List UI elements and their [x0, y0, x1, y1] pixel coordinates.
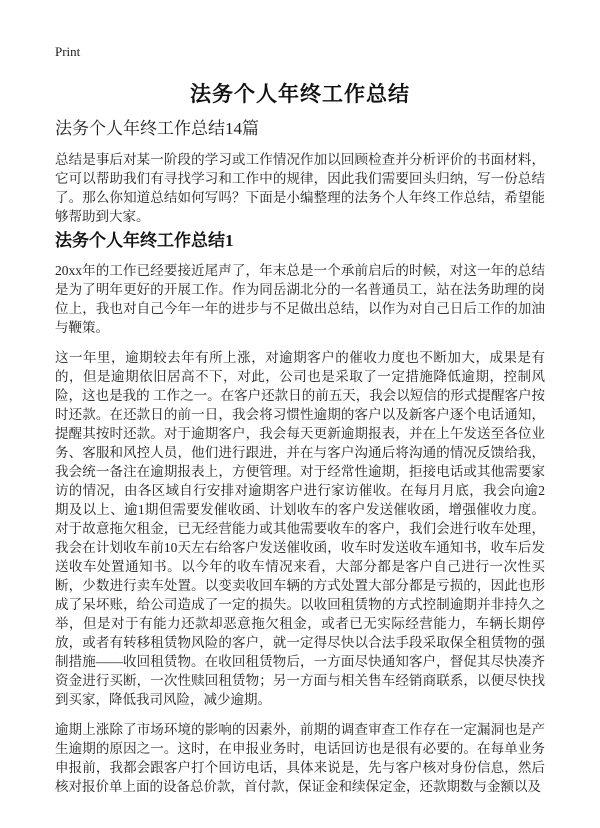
section-1-heading: 法务个人年终工作总结1: [55, 231, 234, 250]
document-subtitle: 法务个人年终工作总结14篇: [55, 119, 259, 138]
section-1-paragraph-2: 这一年里，逾期较去年有所上涨，对逾期客户的催收力度也不断加大，成果是有的，但是逾期依旧居高不下，对此，公司也是采取了一定措施降低逾期，控制风险，这也是我的 工作之一。在客户还款日的前五天，我会以短信的形式提醒客户按时还款。在还款日的前一日，我会将习惯性逾期的客户以及新客户逐个电话通知，提醒其按时还款。对于逾期客户，我会每天更新逾期报表，并在上午发送至各位业务、客服和风控人员，他们进行跟进，并在与客户沟通后将沟通的情况反馈给我，我会统一备注在逾期报表上，方便管理。对于经常性逾期，拒接电话或其他需要家访的情况，由各区域自行安排对逾期客户进行家访催收。在每月月底，我会向逾2期及以上、逾1期但需要发催收函、计划收车的客户发送催收函，增强催收力度。对于故意拖欠租金，已无经营能力或其他需要收车的客户，我们会进行收车处理，我会在计划收车前10天左右给客户发送催收函，收车时发送收车通知书，收车后发送收车处置通知书。以今年的收车情况来看，大部分都是客户自己进行一次性买断，少数进行卖车处置。以变卖收回车辆的方式处置大部分都是亏损的，因此也形成了呆坏账，给公司造成了一定的损失。以收回租赁物的方式控制逾期并非持久之举，但是对于有能力还款却恶意拖欠租金，或者已无实际经营能力，车辆长期停放，或者有转移租赁物风险的客户，就一定得尽快以合法手段采取保全租赁物的强制措施——收回租赁物。在收回租赁物后，一方面尽快通知客户，督促其尽快凑齐资金进行买断，一次性赎回租赁物；另一方面与相关售车经销商联系，以便尽快找到买家，降低我司风险，减少逾期。: [55, 350, 545, 707]
section-1-paragraph-3: 逾期上涨除了市场环境的影响的因素外，前期的调查审查工作存在一定漏洞也是产生逾期的原因之一。这时，在申报业务时，电话回访也是很有必要的。在每单业务申报前，我都会跟客户打个回访电话，具体来说是，先与客户核对身份信息，然后核对报价单上面的设备总价款，首付款，保证金和续保定金，还款期数与金额以及: [55, 722, 545, 794]
print-button[interactable]: Print: [55, 44, 81, 59]
section-1-paragraph-1: 20xx年的工作已经要接近尾声了，年末总是一个承前启后的时候，对这一年的总结是为了明年更好的开展工作。作为同岳湖北分的一名普通员工，站在法务助理的岗位上，我也对自己今年一年的进步与不足做出总结，以作为对自己日后工作的加油与鞭策。: [55, 263, 545, 335]
intro-paragraph: 总结是事后对某一阶段的学习或工作情况作加以回顾检查并分析评价的书面材料，它可以帮助我们有寻找学习和工作中的规律，因此我们需要回头归纳，写一份总结了。那么你知道总结如何写吗？下面是小编整理的法务个人年终工作总结，希望能够帮助到大家。: [55, 152, 545, 224]
document-title: 法务个人年终工作总结: [190, 82, 410, 106]
